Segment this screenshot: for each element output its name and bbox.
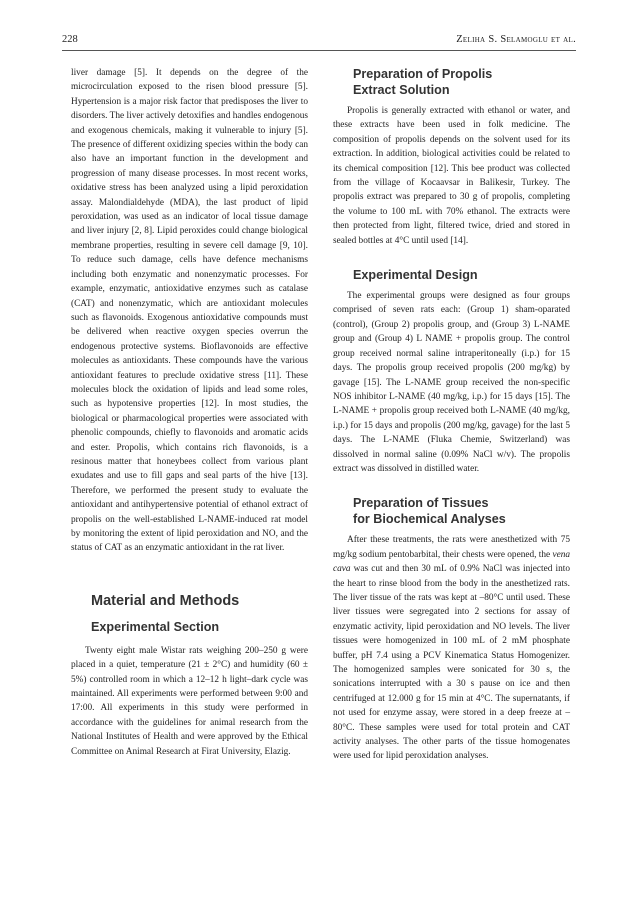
subsection-heading-design: Experimental Design <box>353 268 478 283</box>
tissues-text-a: After these treatments, the rats were anesthetized with 75 mg/kg sodium pentobarbital, their chests were opened, the <box>333 535 570 560</box>
page-number: 228 <box>62 34 78 45</box>
tissues-paragraph <box>333 533 570 764</box>
subsection-heading-experimental: Experimental Section <box>91 619 220 634</box>
tissues-text-b: was cut and then 30 mL of 0.9% NaCl was injected into the heart to rinse blood from the body in the anesthetized rats. The liver tissue of the rats was kept at –80°C until used. These liver tissues were segregated into 2 sections for assay of enzymatic activity, lipid peroxidation and NO levels. The liver tissues were homogenized in 100 mL of 2 mM phosphate buffer, pH 7.4 using a PCV Kinematica Status Homogenizer. The homogenized samples were sonicated for 30 s, the sonications interrupted with a 30 s pause on ice and then centrifuged at 12.000 g for 15 min at 4°C. The supernatants, if not used for enzyme assay, were stored in a deep freeze at –80°C. These samples were used for total protein and CAT activity analyses. The other parts of the tissue homogenates were used for lipid peroxidation analyses. <box>333 564 570 762</box>
right-column <box>333 66 570 764</box>
running-header-author: Zeliha S. Selamoglu et al. <box>456 34 576 45</box>
design-paragraph: The experimental groups were designed as four groups comprised of seven rats each: (Group 1) sham-oparated (control), (Group 2) propolis group, and (Group 3) L-NAME group and (Group 4) L NAME + propolis group. The control group received normal saline intraperitoneally (i.p.) for 15 days. The propolis group received propolis (200 mg/kg) by gavage [15]. The L-NAME group received the non-specific NOS inhibitor L-NAME (40 mg/kg, i.p.) for 15 days [15]. The L-NAME + propolis group received both L-NAME (40 mg/kg, i.p.) for 15 days and propolis (200 mg/kg, gavage) for the last 5 days. The L-NAME (Fluka Chemie, Switzerland) was dissolved in normal saline (0.09% NaCl w/v). The propolis extract was dissolved in distilled water. <box>333 291 570 474</box>
experimental-paragraph: Twenty eight male Wistar rats weighing 200–250 g were placed in a quiet, temperature (21 ± 2°C) and humidity (60 ± 5%) controlled room in which a 12–12 h light–dark cycle was maintained. All experiments were performed between 9:00 and 17:00. All experiments in this study were performed in accordance with the guidelines for animal research from the National Institutes of Health and were approved by the Ethical Committee on Animal Research at Firat University, Elazig. <box>71 645 308 757</box>
page-header <box>62 34 576 51</box>
vena-cava-term: vena cava <box>333 549 571 575</box>
section-heading-methods: Material and Methods <box>91 592 240 609</box>
propolis-paragraph: Propolis is generally extracted with ethanol or water, and these extracts have been used in folk medicine. The composition of propolis depends on the solvent used for its extraction. In addition, biological activities could be related to its chemical composition [12]. This bee product was collected from the village of Kocaavsar in Balikesir, Turkey. The propolis extract was prepared to 30 g of propolis, completing the volume to 100 mL with 70% ethanol. The extracts were then protected from light, filtered twice, dried and stored in sealed bottles at 4°C until used [14]. <box>333 106 570 246</box>
intro-paragraph: liver damage [5]. It depends on the degree of the microcirculation exposed to the risen blood pressure [5]. Hypertension is a major risk factor that predisposes the liver to disorders. The liver actively detoxifies and handles endogenous and exogenous chemicals, making it vulnerable to injury [5]. The presence of different oxidizing species within the body can also have an important function in the development and progression of many disease processes. In most recent works, oxidative stress has been analyzed using a lipid peroxidation assay. Malondialdehyde (MDA), the last product of lipid peroxidation, was used as an indicator of local tissue damage and liver injury [2, 8]. Lipid peroxides could change biological membrane properties, resulting in severe cell damage [9, 10]. To reduce such damage, cells have defence mechanisms including both enzymatic and nonenzymatic processes. For example, enzymatic, antioxidative enzymes such as catalase (CAT) and nonenzymatic, which are antioxidant molecules such as flavonoids. Exogenous antioxidative compounds must be delivered when reactive oxygen species overrun the endogenous protective systems. Bioflavonoids are effective molecules as antioxidants. These compounds have the various antioxidant features to preclude oxidative stress [11]. These molecules block the oxidation of lipids and lead some roles, such as hypotensive properties [12]. In most studies, the biological or pharmacological properties were associated with phenolic compounds, chiefly to flavonoids and aromatic acids and ester. Propolis, which contains rich flavonoids, is a resinous matter that honeybees collect from various plant exudates and use to fill gaps and seal parts of the hive [13]. Therefore, we performed the present study to evaluate the antioxidant and antihypertensive potential of ethanol extract of propolis on the well-established L-NAME-induced rat model by monitoring the extent of lipid peroxidation and NO, and the status of CAT as an enzymatic antioxidant in the rat liver. <box>71 68 308 554</box>
subsection-heading-propolis-line2: Extract Solution <box>353 83 450 97</box>
subsection-heading-tissues-line2: for Biochemical Analyses <box>353 512 506 527</box>
subsection-heading-propolis-line1: Preparation of Propolis <box>353 67 493 81</box>
left-column <box>71 66 308 759</box>
subsection-heading-tissues-line1: Preparation of Tissues <box>353 496 489 511</box>
